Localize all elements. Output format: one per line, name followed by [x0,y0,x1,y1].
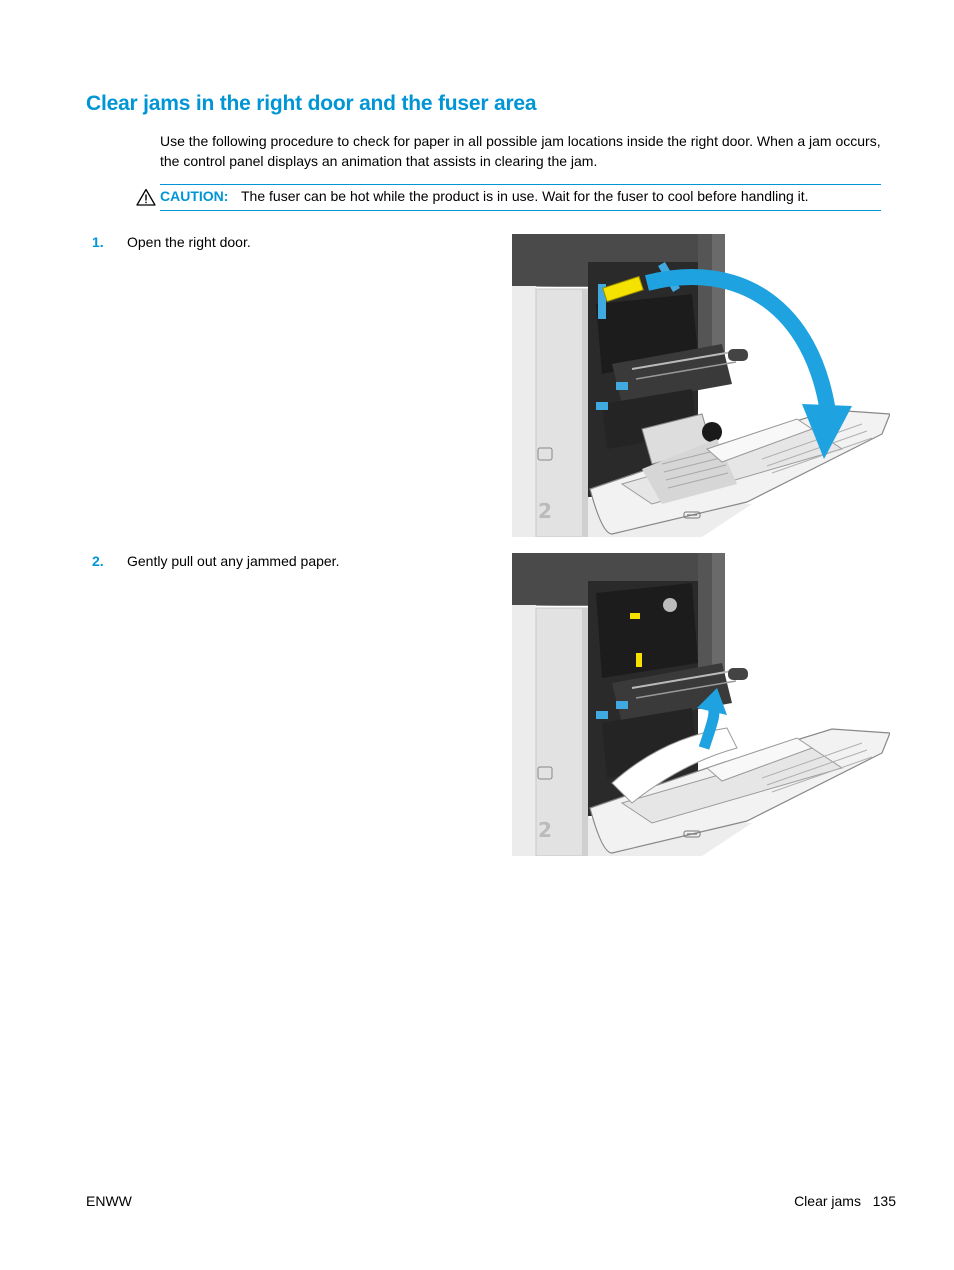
footer-left: ENWW [86,1193,132,1209]
caution-bottom-rule [160,210,881,211]
step-number: 2. [92,553,104,569]
warning-triangle-icon [136,188,156,206]
footer-section: Clear jams [794,1193,861,1209]
jammed-paper-illustration [512,553,890,856]
page-number: 135 [872,1193,896,1209]
step-number: 1. [92,234,104,250]
caution-box [136,184,881,211]
page-title: Clear jams in the right door and the fuser area [86,92,537,115]
intro-paragraph: Use the following procedure to check for paper in all possible jam locations inside the right door. When a jam occurs, the control panel displays an animation that assists in clearing the jam. [160,133,881,169]
step-text: Open the right door. [127,234,251,250]
tray-number-label: 2 [538,499,552,523]
caution-label: CAUTION: [160,188,229,204]
printer-door-open-illustration [512,234,890,537]
step-text: Gently pull out any jammed paper. [127,553,340,569]
tray-number-label: 2 [538,818,552,842]
caution-text: The fuser can be hot while the product is in use. Wait for the fuser to cool before handling it. [241,188,809,204]
caution-top-rule [160,184,881,185]
footer-right [794,1193,896,1209]
